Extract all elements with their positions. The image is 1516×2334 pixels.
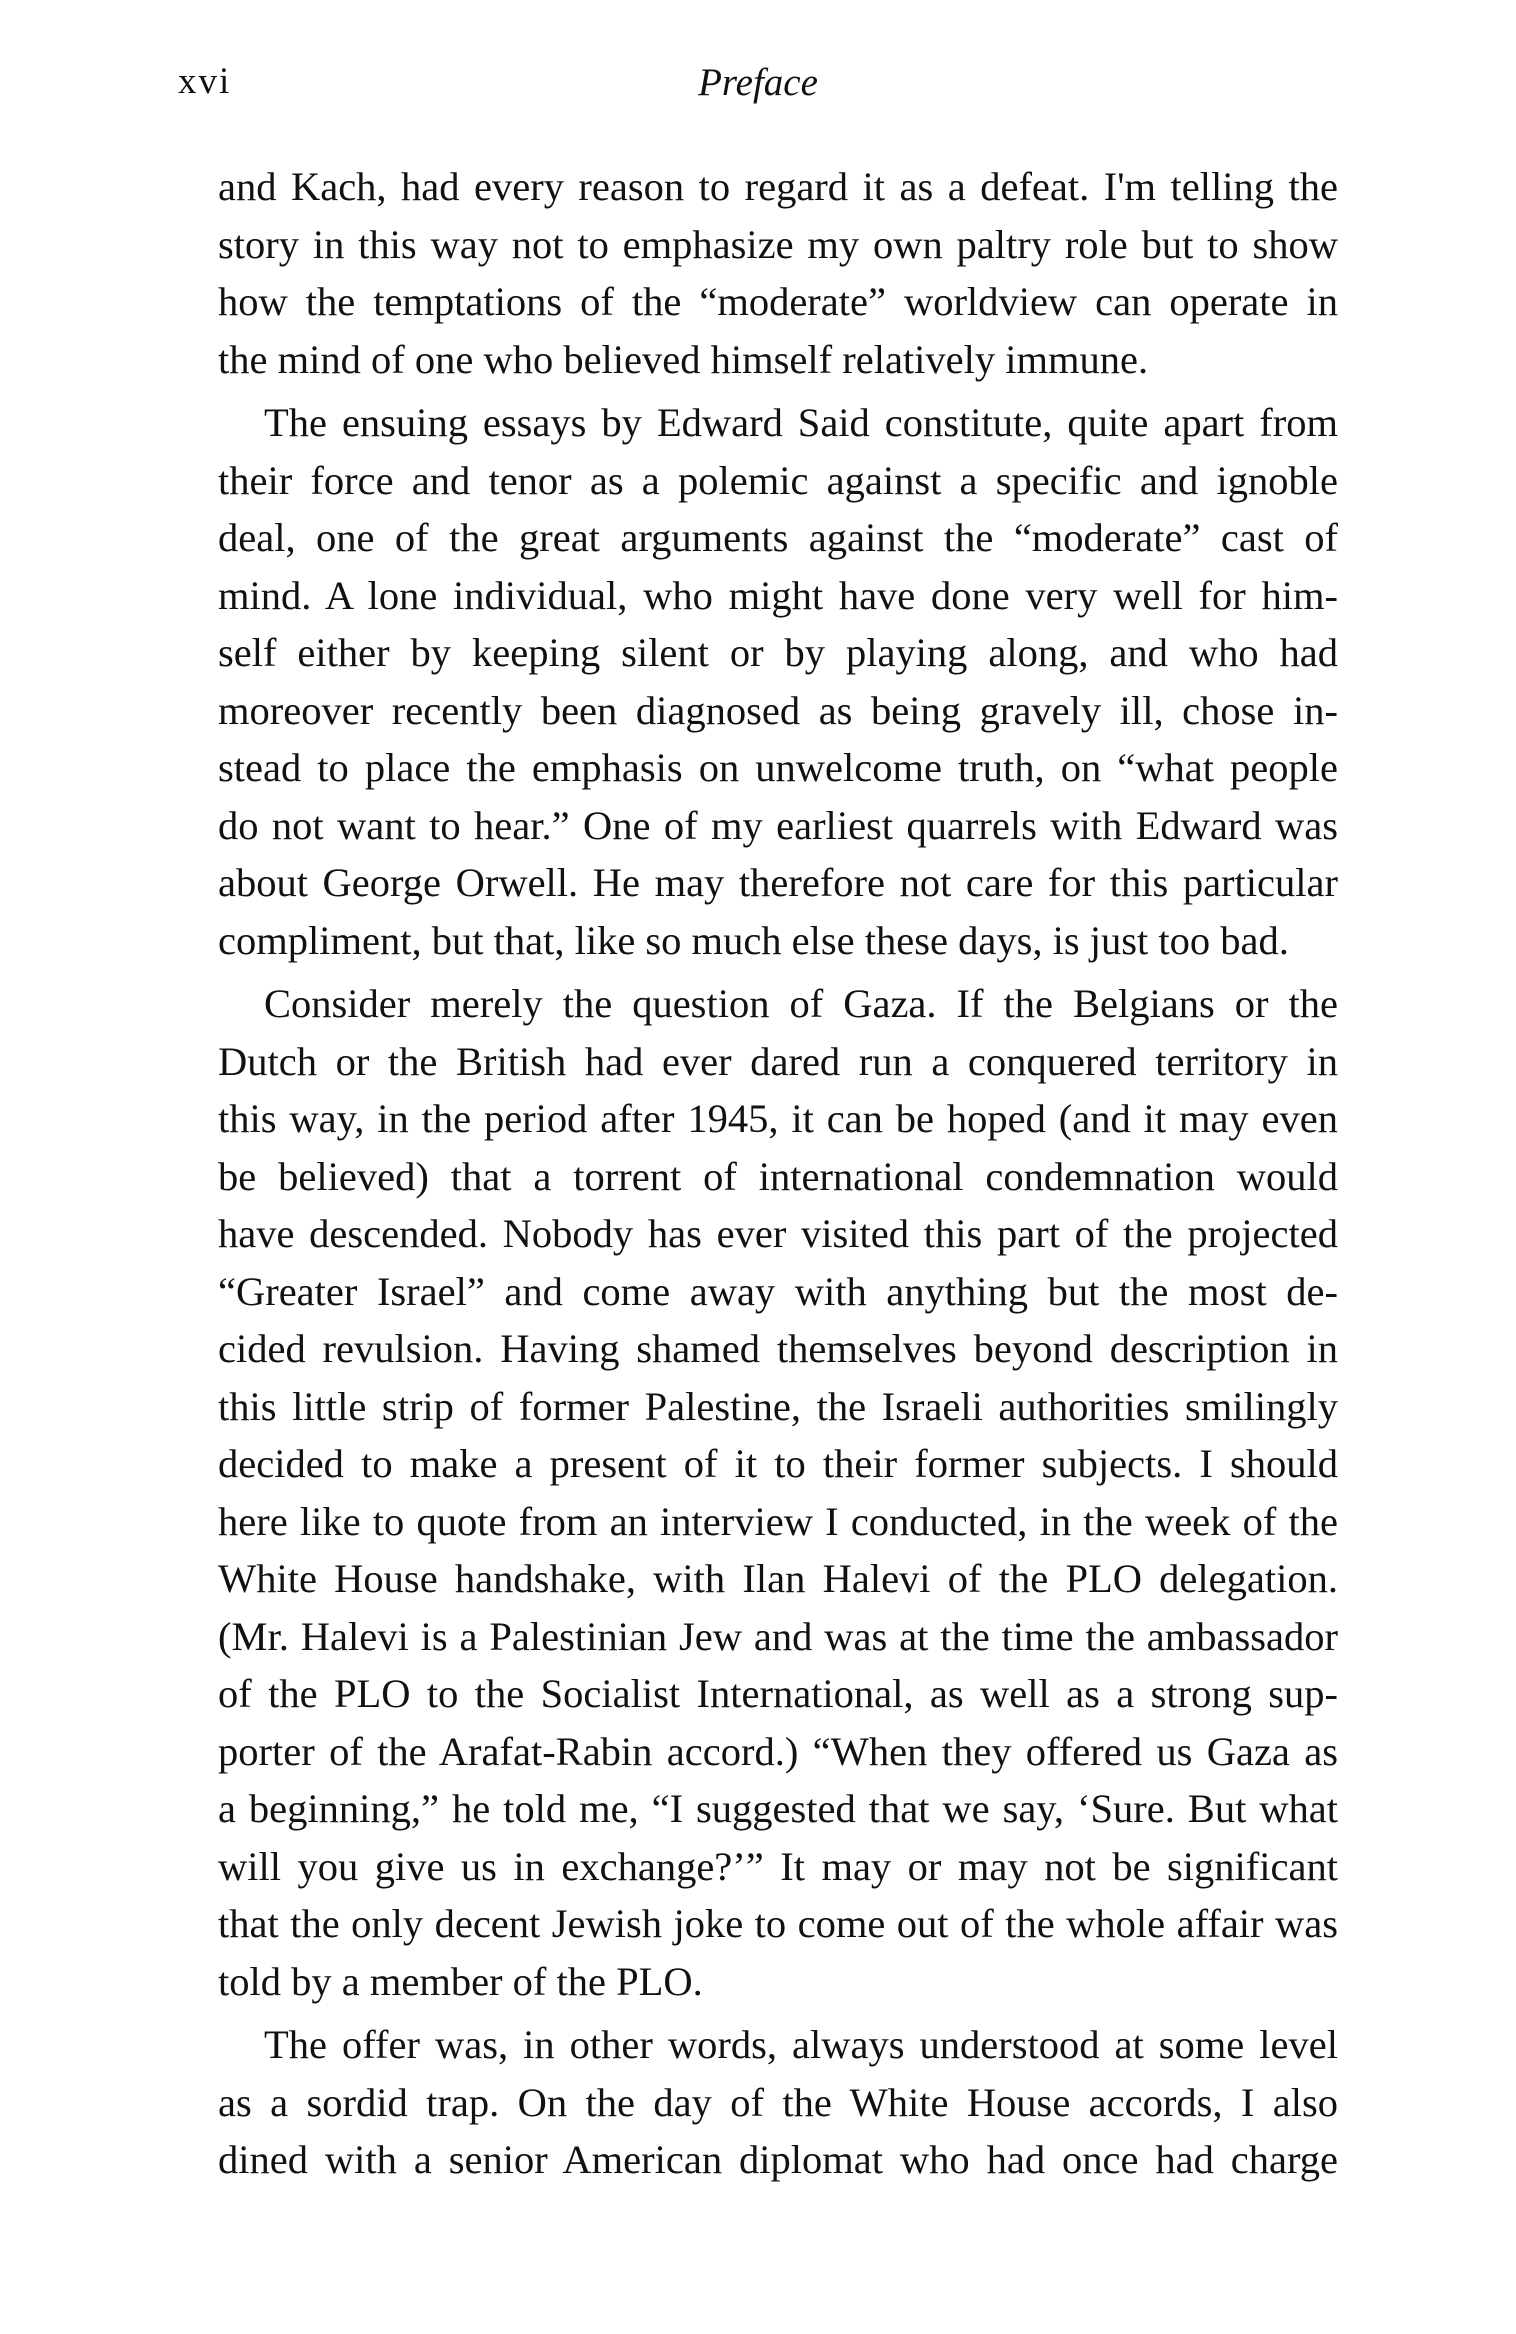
text-line: cided revulsion. Having shamed themselves beyond description in bbox=[218, 1326, 1338, 1371]
text-line: have descended. Nobody has ever visited this part of the projected bbox=[218, 1211, 1338, 1256]
text-line: told by a member of the PLO. bbox=[218, 1958, 703, 2004]
text-line: do not want to hear.” One of my earliest quarrels with Edward was bbox=[218, 802, 1338, 848]
text-line: as a sordid trap. On the day of the White House accords, I also bbox=[218, 2079, 1338, 2125]
text-line: decided to make a present of it to their former subjects. I should bbox=[218, 1441, 1338, 1486]
text-line: this way, in the period after 1945, it can be hoped (and it may even bbox=[218, 1096, 1338, 1141]
text-line: The offer was, in other words, always understood at some level bbox=[264, 2022, 1338, 2067]
text-line: moreover recently been diagnosed as being gravely ill, chose in- bbox=[218, 687, 1338, 733]
paragraph bbox=[218, 975, 1338, 2010]
text-line: (Mr. Halevi is a Palestinian Jew and was at the time the ambassador bbox=[218, 1613, 1338, 1659]
text-line: dined with a senior American diplomat who had once had charge bbox=[218, 2137, 1338, 2182]
text-line: compliment, but that, like so much else these days, is just too bad. bbox=[218, 917, 1289, 963]
text-line: stead to place the emphasis on unwelcome truth, on “what people bbox=[218, 745, 1338, 790]
text-line: and Kach, had every reason to regard it as a defeat. I'm telling the bbox=[218, 164, 1338, 209]
paragraph bbox=[218, 394, 1338, 969]
text-line: mind. A lone individual, who might have done very well for him- bbox=[218, 572, 1338, 618]
text-line: Consider merely the question of Gaza. If the Belgians or the bbox=[264, 981, 1338, 1026]
text-line: porter of the Arafat-Rabin accord.) “When they offered us Gaza as bbox=[218, 1728, 1338, 1774]
page-number: xvi bbox=[178, 61, 232, 102]
text-line: this little strip of former Palestine, the Israeli authorities smilingly bbox=[218, 1383, 1338, 1429]
text-line: self either by keeping silent or by playing along, and who had bbox=[218, 630, 1338, 675]
running-head bbox=[178, 60, 1338, 120]
text-line: that the only decent Jewish joke to come out of the whole affair was bbox=[218, 1901, 1338, 1946]
text-line: here like to quote from an interview I conducted, in the week of the bbox=[218, 1498, 1338, 1544]
text-line: the mind of one who believed himself relatively immune. bbox=[218, 336, 1149, 382]
paragraph bbox=[218, 2016, 1338, 2189]
text-line: story in this way not to emphasize my own paltry role but to show bbox=[218, 221, 1338, 267]
text-line: “Greater Israel” and come away with anything but the most de- bbox=[218, 1268, 1338, 1314]
text-line: deal, one of the great arguments against the “moderate” cast of bbox=[218, 515, 1338, 560]
text-line: White House handshake, with Ilan Halevi of the PLO delegation. bbox=[218, 1556, 1338, 1601]
body-text bbox=[218, 158, 1338, 2189]
text-line: of the PLO to the Socialist International, as well as a strong sup- bbox=[218, 1671, 1338, 1716]
text-line: will you give us in exchange?’” It may or may not be significant bbox=[218, 1843, 1338, 1889]
text-line: a beginning,” he told me, “I suggested that we say, ‘Sure. But what bbox=[218, 1786, 1338, 1831]
text-line: The ensuing essays by Edward Said constitute, quite apart from bbox=[264, 400, 1338, 445]
paragraph bbox=[218, 158, 1338, 388]
text-line: be believed) that a torrent of international condemnation would bbox=[218, 1153, 1338, 1199]
text-line: about George Orwell. He may therefore not care for this particular bbox=[218, 860, 1338, 905]
running-title: Preface bbox=[698, 61, 818, 104]
text-line: their force and tenor as a polemic against a specific and ignoble bbox=[218, 457, 1338, 503]
text-line: how the temptations of the “moderate” worldview can operate in bbox=[218, 279, 1338, 324]
text-line: Dutch or the British had ever dared run a conquered territory in bbox=[218, 1038, 1338, 1084]
